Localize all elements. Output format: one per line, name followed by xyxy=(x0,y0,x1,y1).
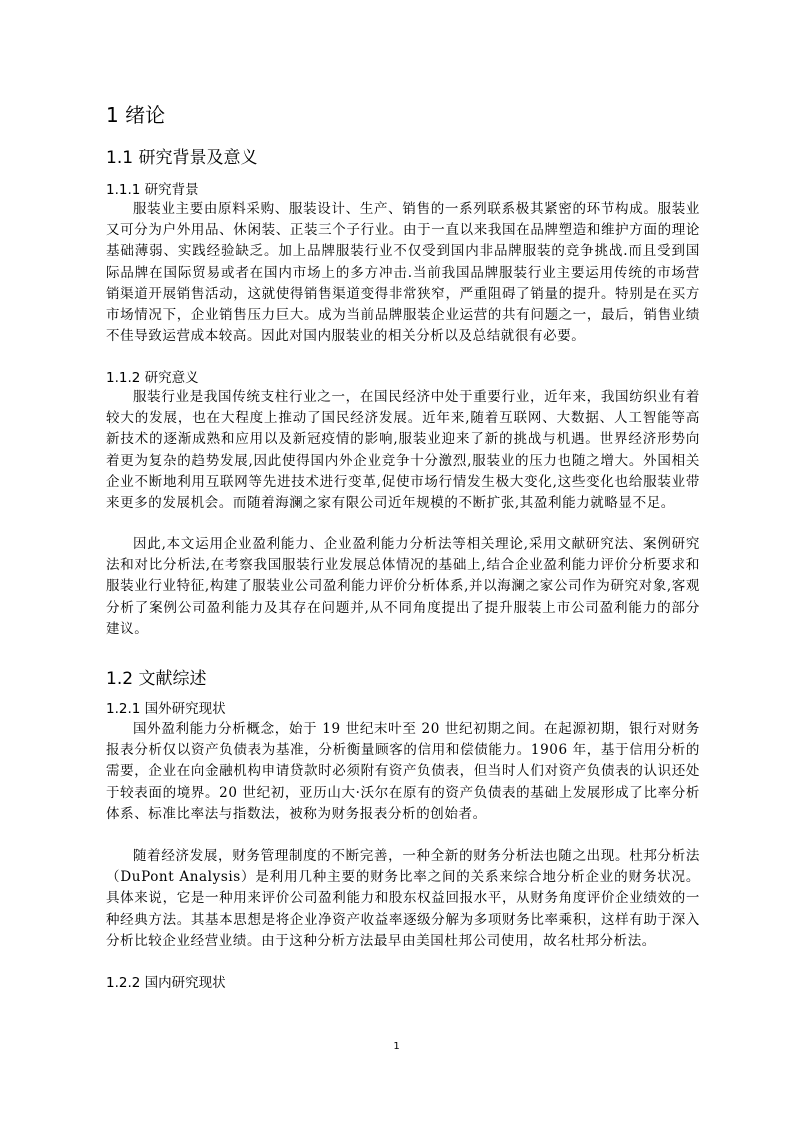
section-heading-1-2: 1.2 文献综述 xyxy=(106,669,207,689)
chapter-heading: 1 绪论 xyxy=(106,103,166,127)
subsection-heading-1-2-2: 1.2.2 国内研究现状 xyxy=(106,975,226,991)
paragraph-dupont-analysis: 随着经济发展，财务管理制度的不断完善，一种全新的财务分析法也随之出现。杜邦分析法（DuPont Analysis）是利用几种主要的财务比率之间的关系来综合地分析企业的财务状况。具体来说，它是一种用来评价公司盈利能力和股东权益回报水平，从财务角度评价企业绩效的一种经典方法。其基本思想是将企业净资产收益率逐级分解为多项财务比率乘积，这样有助于深入分析比较企业经营业绩。由于这种分析方法最早由美国杜邦公司使用，故名杜邦分析法。 xyxy=(106,848,700,949)
subsection-heading-1-1-1: 1.1.1 研究背景 xyxy=(106,182,199,198)
page-number: 1 xyxy=(393,1041,400,1052)
paragraph-foreign-status: 国外盈利能力分析概念，始于 19 世纪末叶至 20 世纪初期之间。在起源初期，银行对财务报表分析仅以资产负债表为基准，分析衡量顾客的信用和偿债能力。1906 年，基于信用分析的需要，企业在向金融机构申请贷款时必须附有资产负债表，但当时人们对资产负债表的认识还处于较表面的境界。20 世纪初，亚历山大·沃尔在原有的资产负债表的基础上发展形成了比率分析体系、标准比率法与指数法，被称为财务报表分析的创始者。 xyxy=(106,721,700,822)
paragraph-research-significance: 服装行业是我国传统支柱行业之一，在国民经济中处于重要行业，近年来，我国纺织业有着较大的发展，也在大程度上推动了国民经济发展。近年来,随着互联网、大数据、人工智能等高新技术的逐渐成熟和应用以及新冠疫情的影响,服装业迎来了新的挑战与机遇。世界经济形势向着更为复杂的趋势发展,因此使得国内外企业竞争十分激烈,服装业的压力也随之增大。外国相关企业不断地利用互联网等先进技术进行变革,促使市场行情发生极大变化,这些变化也给服装业带来更多的发展机会。而随着海澜之家有限公司近年规模的不断扩张,其盈利能力就略显不足。 xyxy=(106,389,700,512)
section-heading-1-1: 1.1 研究背景及意义 xyxy=(106,148,258,168)
paragraph-research-method: 因此,本文运用企业盈利能力、企业盈利能力分析法等相关理论,采用文献研究法、案例研究法和对比分析法,在考察我国服装行业发展总体情况的基础上,结合企业盈利能力评价分析要求和服装业行业特征,构建了服装业公司盈利能力评价分析体系,并以海澜之家公司作为研究对象,客观分析了案例公司盈利能力及其存在问题并,从不同角度提出了提升服装上市公司盈利能力的部分建议。 xyxy=(106,536,700,637)
subsection-heading-1-1-2: 1.1.2 研究意义 xyxy=(106,370,199,386)
subsection-heading-1-2-1: 1.2.1 国外研究现状 xyxy=(106,701,226,717)
paragraph-research-background: 服装业主要由原料采购、服装设计、生产、销售的一系列联系极其紧密的环节构成。服装业又可分为户外用品、休闲装、正装三个子行业。由于一直以来我国在品牌塑造和维护方面的理论基础薄弱、实践经验缺乏。加上品牌服装行业不仅受到国内非品牌服装的竞争挑战.而且受到国际品牌在国际贸易或者在国内市场上的多方冲击.当前我国品牌服装行业主要运用传统的市场营销渠道开展销售活动，这就使得销售渠道变得非常狭窄，严重阻碍了销量的提升。特别是在买方市场情况下，企业销售压力巨大。成为当前品牌服装企业运营的共有问题之一，最后，销售业绩不佳导致运营成本较高。因此对国内服装业的相关分析以及总结就很有必要。 xyxy=(106,201,700,345)
